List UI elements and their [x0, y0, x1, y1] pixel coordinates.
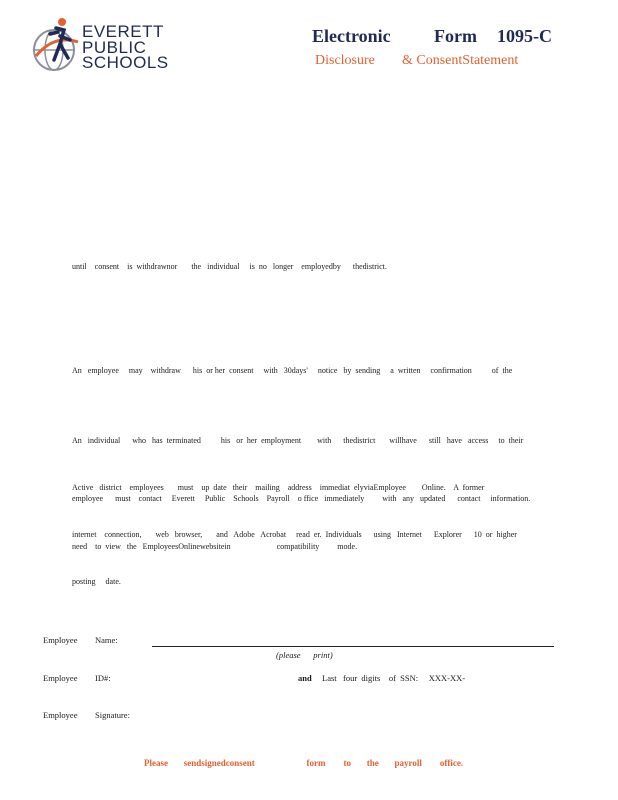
subtitle-consent-statement: & ConsentStatement	[402, 53, 519, 68]
employee-name-label-1: Employee	[43, 635, 78, 645]
bullet-update-address-line1: Active district employees must up date their mailing address immediat elyviaEmployee Online. A former	[72, 483, 485, 492]
bullet-update-address-line2: employee must contact Everett Public Schools Payroll o ffice immediately with any updated contact information.	[72, 494, 531, 503]
please-print-hint: (please print)	[276, 650, 333, 660]
para-internet-line1: internet connection, web browser, and Adobe Acrobat read er. Individuals using Internet Explorer 10 or higher	[72, 530, 517, 539]
logo-line-3: SCHOOLS	[82, 53, 169, 72]
para-until-consent: until consent is withdrawnor the individual is no longer employedby thedistrict.	[72, 262, 387, 271]
title-1095c: 1095-C	[497, 26, 552, 46]
globe-runner-icon	[30, 14, 90, 78]
logo-line-1: EVERETT	[82, 22, 164, 41]
logo-line-2: PUBLIC	[82, 37, 147, 57]
employee-id-label-1: Employee	[43, 673, 78, 683]
bullet-withdraw-consent: An employee may withdraw his or her consent with 30days' notice by sending a written confirmation of the	[72, 366, 513, 375]
district-logo	[30, 14, 170, 78]
and-label: and	[298, 673, 312, 683]
employee-name-field[interactable]	[152, 646, 554, 647]
logo-wordmark	[82, 24, 169, 71]
title-form: Form	[434, 26, 477, 46]
footer-instruction: Please sendsignedconsent form to the payroll office.	[144, 758, 464, 768]
employee-name-label-2: Name:	[95, 635, 118, 645]
bullet-terminated-employee: An individual who has terminated his or her employment with thedistrict willhave still have access to their	[72, 436, 524, 445]
employee-id-label-2: ID#:	[95, 673, 111, 683]
employee-signature-label-1: Employee	[43, 710, 78, 720]
ssn-label: Last four digits of SSN: XXX-XX-	[322, 673, 466, 683]
subtitle-disclosure: Disclosure	[315, 53, 375, 68]
para-internet-line2: need to view the EmployeesOnlinewebsitein compatibility mode.	[72, 542, 358, 551]
title-electronic: Electronic	[312, 26, 391, 46]
employee-signature-label-2: Signature:	[95, 710, 130, 720]
para-posting-date: posting date.	[72, 577, 121, 586]
